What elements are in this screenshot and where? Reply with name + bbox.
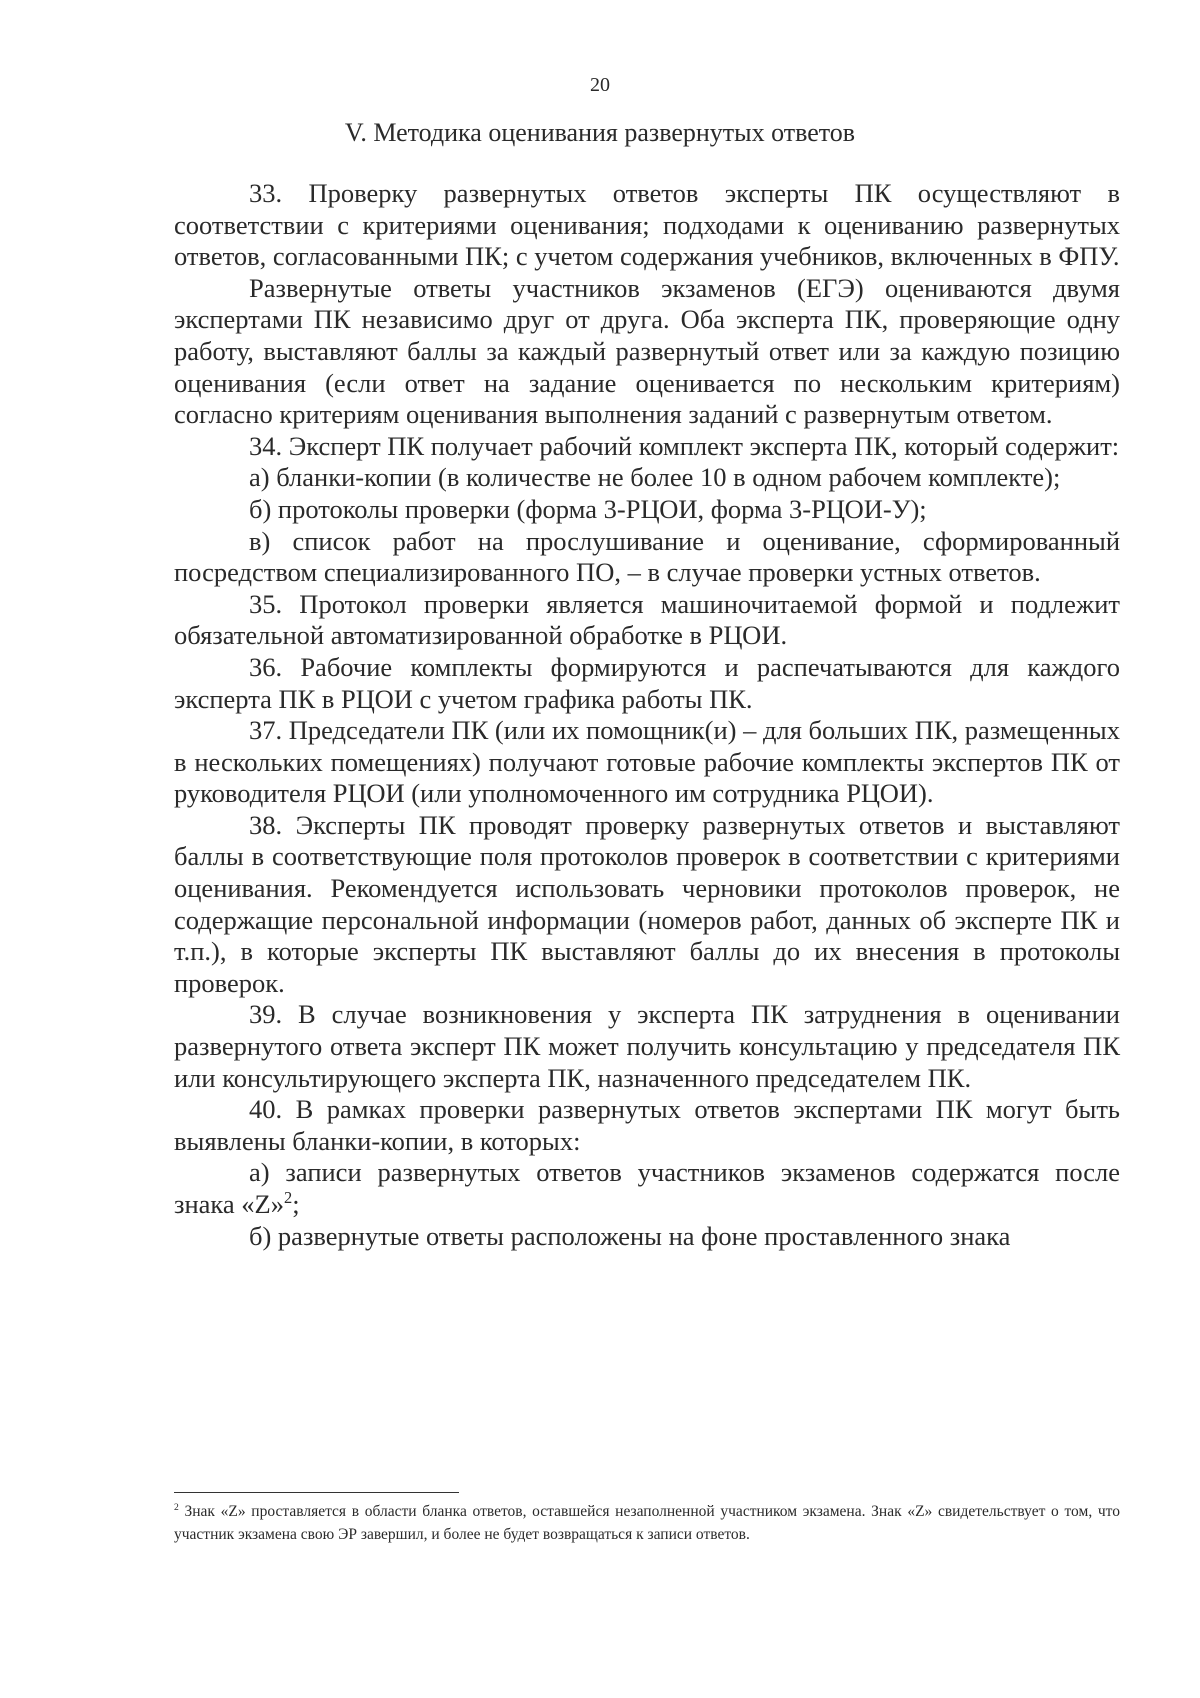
list-item-a: а) бланки-копии (в количестве не более 10 в одном рабочем комплекте); — [249, 462, 1061, 493]
footnote-mark: 2 — [174, 1501, 179, 1513]
paragraph-39: 39. В случае возникновения у эксперта ПК затруднения в оценивании развернутого ответа эксперт ПК может получить консультацию у председателя ПК или консультирующего эксперта ПК, назначенного председателем ПК. — [174, 999, 1120, 1093]
footnote-reference: 2 — [283, 1188, 293, 1208]
paragraph-37: 37. Председатели ПК (или их помощник(и) – для больших ПК, размещенных в нескольких помещениях) получают готовые рабочие комплекты экспертов ПК от руководителя РЦОИ (или уполномоченного им сотрудника РЦОИ). — [174, 715, 1120, 809]
paragraph-36: 36. Рабочие комплекты формируются и распечатываются для каждого эксперта ПК в РЦОИ с учетом графика работы ПК. — [174, 651, 1120, 714]
section-title: V. Методика оценивания развернутых ответов — [344, 118, 856, 147]
paragraph-40: 40. В рамках проверки развернутых ответов экспертами ПК могут быть выявлены бланки-копии, в которых: — [174, 1094, 1120, 1156]
list-item-c: в) список работ на прослушивание и оценивание, сформированный посредством специализированного ПО, – в случае проверки устных ответов. — [174, 525, 1120, 588]
list-item-40a-text: а) записи развернутых ответов участников экзаменов содержатся после знака «Z» — [174, 1157, 1120, 1219]
footnote — [174, 1500, 1120, 1546]
list-item-40b: б) развернутые ответы расположены на фоне проставленного знака — [249, 1220, 1011, 1251]
paragraph-33: 33. Проверку развернутых ответов эксперты ПК осуществляют в соответствии с критериями оценивания; подходами к оцениванию развернутых ответов, согласованными ПК; с учетом содержания учебников, включенных в ФПУ. — [174, 178, 1120, 272]
list-item-b: б) протоколы проверки (форма 3-РЦОИ, форма 3-РЦОИ-У); — [249, 493, 927, 524]
footnote-divider — [174, 1492, 459, 1493]
list-item-40a-end: ; — [292, 1189, 300, 1219]
paragraph-evaluation: Развернутые ответы участников экзаменов (ЕГЭ) оцениваются двумя экспертами ПК независимо друг от друга. Оба эксперта ПК, проверяющие одну работу, выставляют баллы за каждый развернутый ответ или за каждую позицию оценивания (если ответ на задание оценивается по нескольким критериям) согласно критериям оценивания выполнения заданий с развернутым ответом. — [174, 272, 1120, 430]
list-item-40a — [174, 1157, 1120, 1220]
footnote-text: Знак «Z» проставляется в области бланка ответов, оставшейся незаполненной участником экзамена. Знак «Z» свидетельствует о том, что участник экзамена свою ЭР завершил, и более не будет возвращаться к записи ответов. — [174, 1503, 1120, 1543]
paragraph-35: 35. Протокол проверки является машиночитаемой формой и подлежит обязательной автоматизированной обработке в РЦОИ. — [174, 588, 1120, 651]
paragraph-38: 38. Эксперты ПК проводят проверку развернутых ответов и выставляют баллы в соответствующие поля протоколов проверок в соответствии с критериями оценивания. Рекомендуется использовать черновики протоколов проверок, не содержащие персональной информации (номеров работ, данных об эксперте ПК и т.п.), в которые эксперты ПК выставляют баллы до их внесения в протоколы проверок. — [174, 809, 1120, 998]
paragraph-34: 34. Эксперт ПК получает рабочий комплект эксперта ПК, который содержит: — [249, 430, 1120, 461]
body-text — [174, 178, 1120, 1252]
page-number: 20 — [590, 74, 610, 96]
